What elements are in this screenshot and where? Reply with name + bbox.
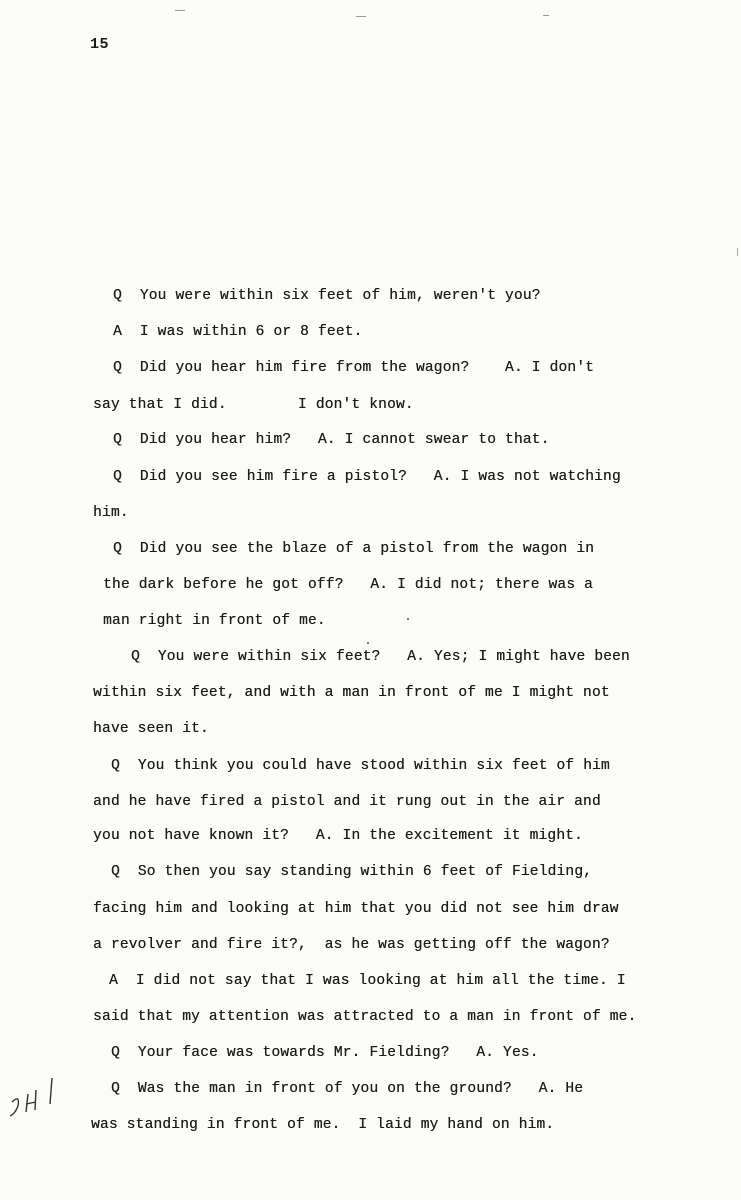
transcript-line: Q Did you see the blaze of a pistol from the wagon in — [113, 541, 595, 557]
transcript-line: A I did not say that I was looking at him all the time. I — [109, 973, 626, 989]
transcript-line: you not have known it? A. In the excitement it might. — [93, 828, 583, 844]
scan-speck — [367, 642, 369, 644]
transcript-line: say that I did. I don't know. — [93, 397, 414, 413]
transcript-line: Q Did you hear him fire from the wagon? A. I don't — [113, 360, 595, 376]
transcript-line: and he have fired a pistol and it rung out in the air and — [93, 794, 601, 810]
scan-mark — [543, 15, 549, 16]
transcript-line: Q You were within six feet? A. Yes; I might have been — [131, 649, 630, 665]
transcript-line: said that my attention was attracted to a man in front of me. — [93, 1009, 637, 1025]
transcript-line: have seen it. — [93, 721, 209, 737]
transcript-line: A I was within 6 or 8 feet. — [113, 324, 363, 340]
transcript-line: Q Did you hear him? A. I cannot swear to that. — [113, 432, 550, 448]
scan-mark — [175, 10, 185, 11]
transcript-line: Q You think you could have stood within six feet of him — [111, 758, 610, 774]
transcript-line: Q So then you say standing within 6 feet of Fielding, — [111, 864, 593, 880]
transcript-line: within six feet, and with a man in front of me I might not — [93, 685, 610, 701]
scan-mark — [356, 16, 366, 17]
transcript-line: was standing in front of me. I laid my hand on him. — [91, 1117, 555, 1133]
transcript-line: him. — [93, 505, 129, 521]
handwritten-margin-note — [6, 1072, 70, 1122]
transcript-line: Q Was the man in front of you on the ground? A. He — [111, 1081, 584, 1097]
transcript-line: the dark before he got off? A. I did not; there was a — [103, 577, 593, 593]
scan-speck — [737, 248, 738, 256]
transcript-line: facing him and looking at him that you did not see him draw — [93, 901, 619, 917]
transcript-line: Q Did you see him fire a pistol? A. I was not watching — [113, 469, 621, 485]
transcript-line: man right in front of me. — [103, 613, 326, 629]
transcript-line: Q You were within six feet of him, weren't you? — [113, 288, 541, 304]
page-number: 15 — [90, 36, 110, 53]
scan-speck — [407, 618, 409, 620]
transcript-line: a revolver and fire it?, as he was getting off the wagon? — [93, 937, 610, 953]
transcript-line: Q Your face was towards Mr. Fielding? A. Yes. — [111, 1045, 539, 1061]
